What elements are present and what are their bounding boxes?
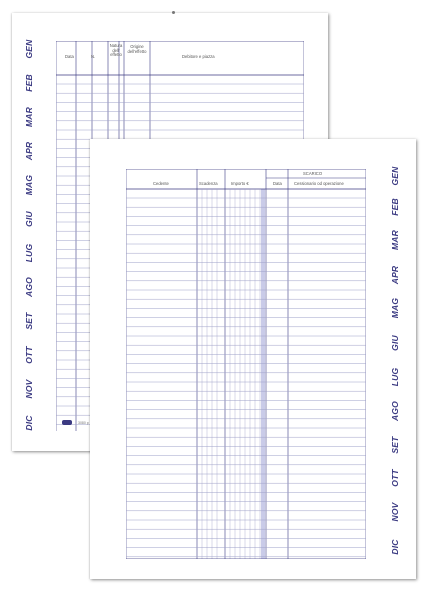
brand-logo [62,420,72,425]
month-tab-feb-right: FEB [390,198,400,216]
month-tab-nov: NOV [24,379,34,399]
col-header-data-scarico: Data [273,181,282,186]
month-tab-set: SET [24,312,34,330]
col-header-scadenza: Scadenza [199,181,218,186]
month-tab-feb: FEB [24,74,34,92]
month-tab-mag-right: MAG [390,297,400,319]
front-ledger-lines [126,169,366,559]
col-header-data: Data [65,54,74,59]
col-header-scarico: SCARICO [303,171,323,176]
month-tab-mag: MAG [24,174,34,196]
month-tab-giu-right: GIU [390,335,400,351]
month-tab-gen: GEN [24,39,34,59]
col-header-importo: Importo € [231,181,249,186]
sheet-top-mark [172,11,175,14]
month-tab-nov-right: NOV [390,502,400,522]
month-tab-dic-right: DIC [390,539,400,555]
month-tab-ago-right: AGO [390,401,400,421]
front-ledger-grid [126,169,366,559]
month-tab-gen-right: GEN [390,166,400,186]
month-tab-apr-right: APR [390,265,400,285]
col-header-numero: N. [91,54,96,59]
month-tab-giu: GIU [24,211,34,227]
month-tab-set-right: SET [390,436,400,454]
col-header-natura: Natura dell' effetto [109,43,123,58]
month-tab-lug-right: LUG [390,367,400,387]
month-tab-lug: LUG [24,243,34,263]
importo-accent-band [261,189,265,559]
month-tab-mar-right: MAR [390,230,400,250]
front-register-sheet [90,139,416,579]
col-header-debitore: Debitore e piazza [182,54,215,59]
month-tab-ago: AGO [24,277,34,297]
col-header-origine: Origine dell'effetto [127,44,147,54]
col-header-cessionario: Cessionario od operazione [294,181,344,186]
form-code: 3080 p [78,421,89,425]
col-header-cedente: Cedente [153,181,169,186]
month-tab-ott-right: OTT [390,469,400,487]
month-tab-dic: DIC [24,415,34,431]
month-tab-ott: OTT [24,346,34,364]
month-tab-mar: MAR [24,107,34,127]
month-tab-apr: APR [24,141,34,161]
